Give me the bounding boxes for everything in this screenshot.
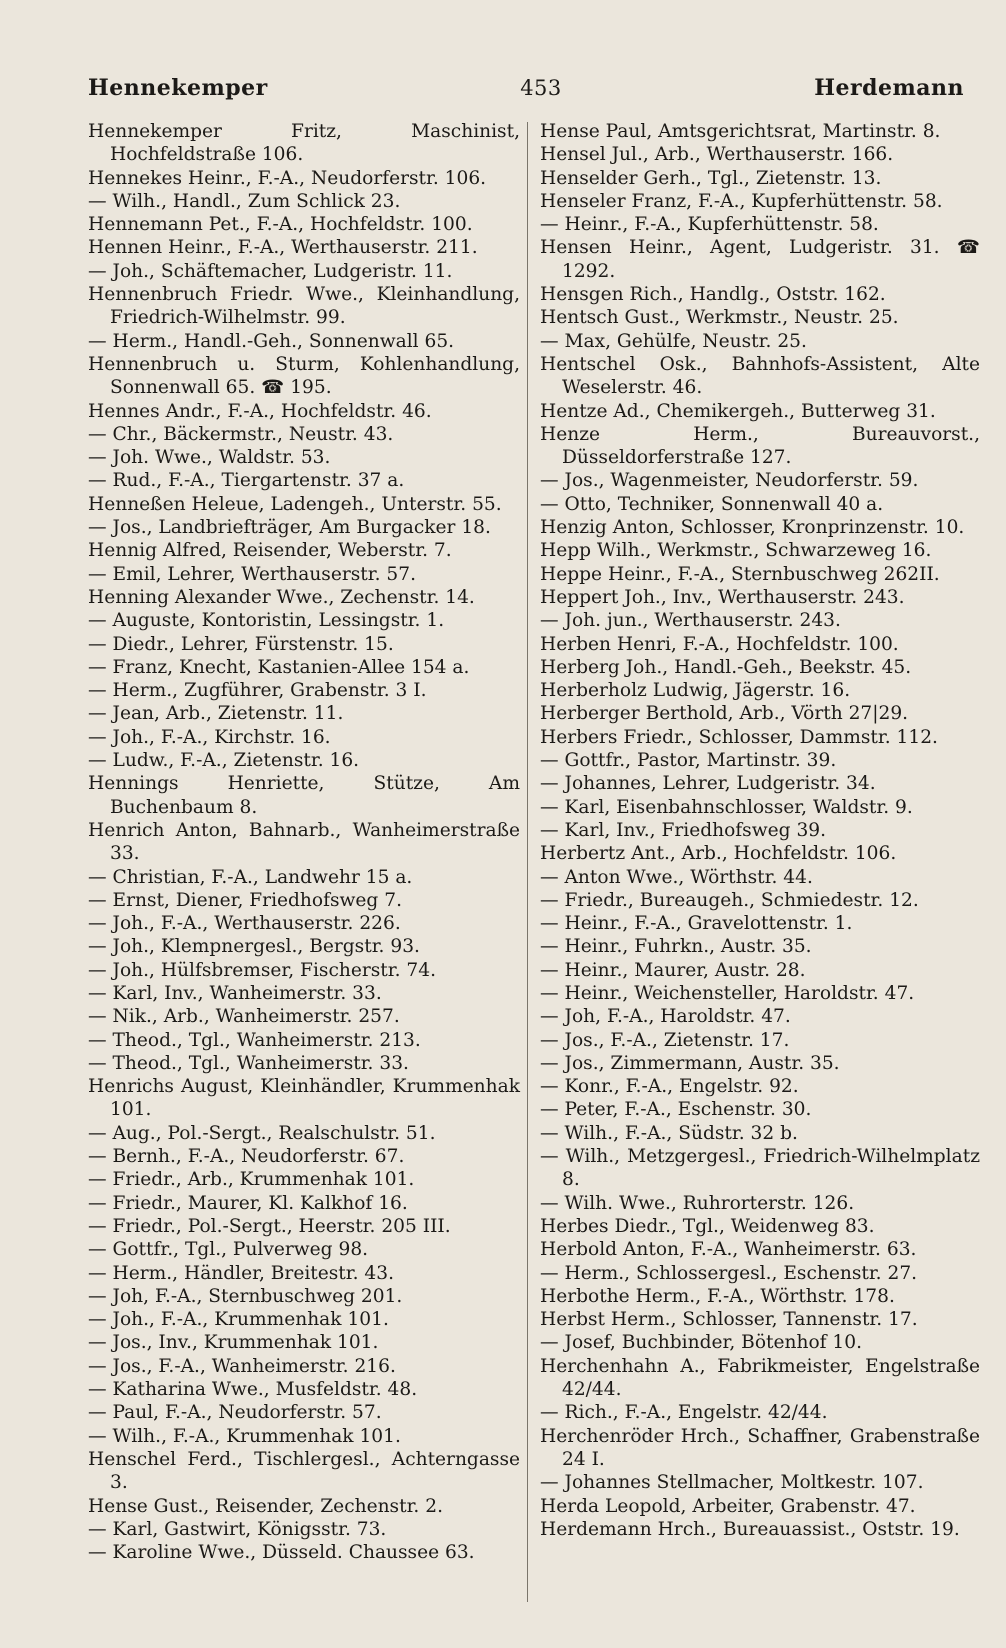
directory-entry: — Heinr., F.-A., Kupferhüttenstr. 58.: [540, 214, 879, 236]
directory-entry: Herberg Joh., Handl.-Geh., Beekstr. 45.: [540, 656, 912, 678]
directory-entry: Henseler Franz, F.-A., Kupferhüttenstr. 58.: [540, 190, 943, 212]
directory-entry: — Josef, Buchbinder, Bötenhof 10.: [540, 1332, 863, 1354]
directory-entry: — Joh, F.-A., Haroldstr. 47.: [540, 1006, 791, 1028]
directory-entry: Hennenbruch Friedr. Wwe., Kleinhandlung, Friedrich-Wilhelmstr. 99.: [88, 284, 520, 329]
directory-entry: Henzig Anton, Schlosser, Kronprinzenstr. 10.: [540, 517, 965, 539]
directory-entry: Herda Leopold, Arbeiter, Grabenstr. 47.: [540, 1495, 916, 1517]
directory-entry: — Friedr., Maurer, Kl. Kalkhof 16.: [88, 1192, 408, 1214]
directory-entry: — Konr., F.-A., Engelstr. 92.: [540, 1076, 799, 1098]
directory-entry: Hennig Alfred, Reisender, Weberstr. 7.: [88, 540, 452, 562]
directory-entry: — Herm., Zugführer, Grabenstr. 3 I.: [88, 680, 427, 702]
directory-entry: Hentschel Osk., Bahnhofs-Assistent, Alte Weselerstr. 46.: [540, 353, 980, 399]
directory-entry: — Joh., F.-A., Kirchstr. 16.: [88, 726, 331, 748]
directory-entry: — Peter, F.-A., Eschenstr. 30.: [540, 1099, 812, 1121]
directory-entry: — Heinr., Weichensteller, Haroldstr. 47.: [540, 982, 915, 1004]
directory-entry: — Herm., Handl.-Geh., Sonnenwall 65.: [88, 330, 455, 352]
directory-entry: — Aug., Pol.-Sergt., Realschulstr. 51.: [88, 1122, 436, 1144]
directory-entry: Hennekes Heinr., F.-A., Neudorferstr. 106.: [88, 167, 487, 189]
directory-entry: — Joh, F.-A., Sternbuschweg 201.: [88, 1285, 403, 1307]
directory-entry: Hentze Ad., Chemikergeh., Butterweg 31.: [540, 400, 936, 422]
directory-entry: — Bernh., F.-A., Neudorferstr. 67.: [88, 1146, 405, 1168]
directory-entry: — Emil, Lehrer, Werthauserstr. 57.: [88, 563, 416, 585]
page-number: 453: [520, 76, 562, 100]
directory-entry: Hepp Wilh., Werkmstr., Schwarzeweg 16.: [540, 540, 932, 562]
page-header: [88, 70, 964, 106]
directory-entry: Henrichs August, Kleinhändler, Krummenhak 101.: [88, 1076, 520, 1121]
directory-entry: — Theod., Tgl., Wanheimerstr. 33.: [88, 1052, 409, 1074]
directory-entry: — Friedr., Pol.-Sergt., Heerstr. 205 III.: [88, 1215, 451, 1237]
directory-entry: Herben Henri, F.-A., Hochfeldstr. 100.: [540, 633, 899, 655]
directory-entry: Henselder Gerh., Tgl., Zietenstr. 13.: [540, 167, 882, 189]
directory-entry: — Ernst, Diener, Friedhofsweg 7.: [88, 889, 402, 911]
directory-entry: Herbes Diedr., Tgl., Weidenweg 83.: [540, 1215, 875, 1237]
directory-entry: — Wilh., Handl., Zum Schlick 23.: [88, 190, 401, 212]
right-column: [540, 120, 980, 1541]
directory-entry: — Herm., Händler, Breitestr. 43.: [88, 1262, 394, 1284]
directory-entry: — Anton Wwe., Wörthstr. 44.: [540, 866, 813, 888]
directory-entry: Hensen Heinr., Agent, Ludgeristr. 31. ☎ 1292.: [540, 237, 980, 282]
directory-entry: Herbothe Herm., F.-A., Wörthstr. 178.: [540, 1285, 895, 1307]
directory-entry: Hense Gust., Reisender, Zechenstr. 2.: [88, 1495, 443, 1517]
directory-entry: — Paul, F.-A., Neudorferstr. 57.: [88, 1402, 382, 1424]
directory-entry: Herchenröder Hrch., Schaffner, Grabenstraße 24 I.: [540, 1425, 980, 1470]
directory-entry: Henze Herm., Bureauvorst., Düsseldorferstraße 127.: [540, 423, 980, 469]
directory-entry: — Rud., F.-A., Tiergartenstr. 37 a.: [88, 470, 405, 492]
directory-entry: Henschel Ferd., Tischlergesl., Achterngasse 3.: [88, 1448, 520, 1494]
directory-entry: — Wilh., F.-A., Südstr. 32 b.: [540, 1122, 798, 1144]
directory-entry: Hentsch Gust., Werkmstr., Neustr. 25.: [540, 307, 899, 329]
directory-entry: — Theod., Tgl., Wanheimerstr. 213.: [88, 1029, 421, 1051]
directory-entry: Hennemann Pet., F.-A., Hochfeldstr. 100.: [88, 214, 473, 236]
directory-entry: Hensgen Rich., Handlg., Oststr. 162.: [540, 284, 886, 306]
column-divider: [527, 122, 528, 1602]
directory-entry: Henrich Anton, Bahnarb., Wanheimerstraße 33.: [88, 819, 520, 865]
directory-entry: Hennings Henriette, Stütze, Am Buchenbaum 8.: [88, 773, 520, 818]
directory-entry: — Johannes Stellmacher, Moltkestr. 107.: [540, 1472, 924, 1494]
directory-entry: — Joh. Wwe., Waldstr. 53.: [88, 447, 331, 469]
directory-entry: Herbertz Ant., Arb., Hochfeldstr. 106.: [540, 843, 897, 865]
directory-entry: — Jos., Landbriefträger, Am Burgacker 18.: [88, 517, 491, 539]
directory-entry: Hennen Heinr., F.-A., Werthauserstr. 211.: [88, 237, 478, 259]
directory-entry: — Franz, Knecht, Kastanien-Allee 154 a.: [88, 656, 470, 678]
left-column: [88, 120, 520, 1564]
directory-entry: — Joh., Schäftemacher, Ludgeristr. 11.: [88, 260, 453, 282]
directory-entry: — Jos., Inv., Krummenhak 101.: [88, 1332, 379, 1354]
directory-entry: — Karl, Eisenbahnschlosser, Waldstr. 9.: [540, 796, 913, 818]
directory-entry: — Rich., F.-A., Engelstr. 42/44.: [540, 1402, 828, 1424]
directory-entry: — Heinr., F.-A., Gravelottenstr. 1.: [540, 913, 853, 935]
directory-entry: — Chr., Bäckermstr., Neustr. 43.: [88, 423, 394, 445]
directory-entry: — Jos., Zimmermann, Austr. 35.: [540, 1052, 840, 1074]
directory-entry: Herbers Friedr., Schlosser, Dammstr. 112.: [540, 726, 938, 748]
directory-entry: Hense Paul, Amtsgerichtsrat, Martinstr. 8.: [540, 121, 941, 142]
directory-entry: — Jos., F.-A., Wanheimerstr. 216.: [88, 1355, 396, 1377]
directory-entry: — Heinr., Fuhrkn., Austr. 35.: [540, 936, 812, 958]
directory-entry: — Gottfr., Tgl., Pulverweg 98.: [88, 1239, 369, 1261]
directory-entry: — Karoline Wwe., Düsseld. Chaussee 63.: [88, 1542, 475, 1564]
directory-entry: — Karl, Gastwirt, Königsstr. 73.: [88, 1518, 387, 1540]
directory-entry: Hennekemper Fritz, Maschinist, Hochfeldstraße 106.: [88, 121, 520, 166]
directory-entry: — Nik., Arb., Wanheimerstr. 257.: [88, 1006, 400, 1028]
header-left-title: Hennekemper: [88, 75, 268, 101]
directory-entry: — Gottfr., Pastor, Martinstr. 39.: [540, 750, 837, 772]
directory-entry: Herchenhahn A., Fabrikmeister, Engelstraße 42/44.: [540, 1355, 980, 1401]
directory-entry: Hensel Jul., Arb., Werthauserstr. 166.: [540, 144, 894, 166]
directory-entry: — Ludw., F.-A., Zietenstr. 16.: [88, 750, 360, 772]
directory-entry: — Heinr., Maurer, Austr. 28.: [540, 959, 806, 981]
directory-entry: — Katharina Wwe., Musfeldstr. 48.: [88, 1379, 418, 1401]
directory-entry: — Auguste, Kontoristin, Lessingstr. 1.: [88, 610, 445, 632]
directory-entry: — Jos., F.-A., Zietenstr. 17.: [540, 1029, 790, 1051]
directory-entry: — Karl, Inv., Wanheimerstr. 33.: [88, 982, 382, 1004]
directory-entry: Heppe Heinr., F.-A., Sternbuschweg 262II.: [540, 563, 940, 585]
directory-entry: Herbst Herm., Schlosser, Tannenstr. 17.: [540, 1309, 918, 1331]
directory-entry: — Herm., Schlossergesl., Eschenstr. 27.: [540, 1262, 918, 1284]
directory-entry: — Joh. jun., Werthauserstr. 243.: [540, 610, 841, 632]
directory-entry: — Friedr., Arb., Krummenhak 101.: [88, 1169, 415, 1191]
directory-entry: Hennenbruch u. Sturm, Kohlenhandlung, Sonnenwall 65. ☎ 195.: [88, 353, 520, 399]
directory-entry: — Wilh., Metzgergesl., Friedrich-Wilhelmplatz 8.: [540, 1146, 980, 1191]
directory-entry: — Friedr., Bureaugeh., Schmiedestr. 12.: [540, 889, 919, 911]
directory-entry: — Johannes, Lehrer, Ludgeristr. 34.: [540, 773, 876, 795]
directory-entry: — Diedr., Lehrer, Fürstenstr. 15.: [88, 633, 394, 655]
directory-entry: Heppert Joh., Inv., Werthauserstr. 243.: [540, 586, 905, 608]
directory-entry: — Jos., Wagenmeister, Neudorferstr. 59.: [540, 470, 919, 492]
directory-entry: — Joh., Klempnergesl., Bergstr. 93.: [88, 936, 420, 958]
directory-entry: — Otto, Techniker, Sonnenwall 40 a.: [540, 493, 884, 515]
header-right-title: Herdemann: [814, 75, 964, 101]
directory-entry: Henning Alexander Wwe., Zechenstr. 14.: [88, 586, 475, 608]
directory-entry: — Joh., F.-A., Werthauserstr. 226.: [88, 913, 401, 935]
directory-entry: — Joh., F.-A., Krummenhak 101.: [88, 1309, 389, 1331]
directory-entry: Hennes Andr., F.-A., Hochfeldstr. 46.: [88, 400, 432, 422]
directory-entry: — Jean, Arb., Zietenstr. 11.: [88, 703, 344, 725]
directory-entry: — Max, Gehülfe, Neustr. 25.: [540, 330, 807, 352]
directory-entry: Herberger Berthold, Arb., Vörth 27|29.: [540, 703, 909, 725]
directory-entry: — Christian, F.-A., Landwehr 15 a.: [88, 866, 413, 888]
directory-entry: Herbold Anton, F.-A., Wanheimerstr. 63.: [540, 1239, 917, 1261]
directory-entry: Herdemann Hrch., Bureauassist., Oststr. 19.: [540, 1518, 960, 1540]
directory-entry: Herberholz Ludwig, Jägerstr. 16.: [540, 680, 851, 702]
directory-entry: Henneßen Heleue, Ladengeh., Unterstr. 55.: [88, 493, 502, 515]
directory-entry: — Wilh., F.-A., Krummenhak 101.: [88, 1425, 401, 1447]
directory-entry: — Joh., Hülfsbremser, Fischerstr. 74.: [88, 959, 436, 981]
directory-entry: — Wilh. Wwe., Ruhrorterstr. 126.: [540, 1192, 855, 1214]
directory-entry: — Karl, Inv., Friedhofsweg 39.: [540, 819, 827, 841]
